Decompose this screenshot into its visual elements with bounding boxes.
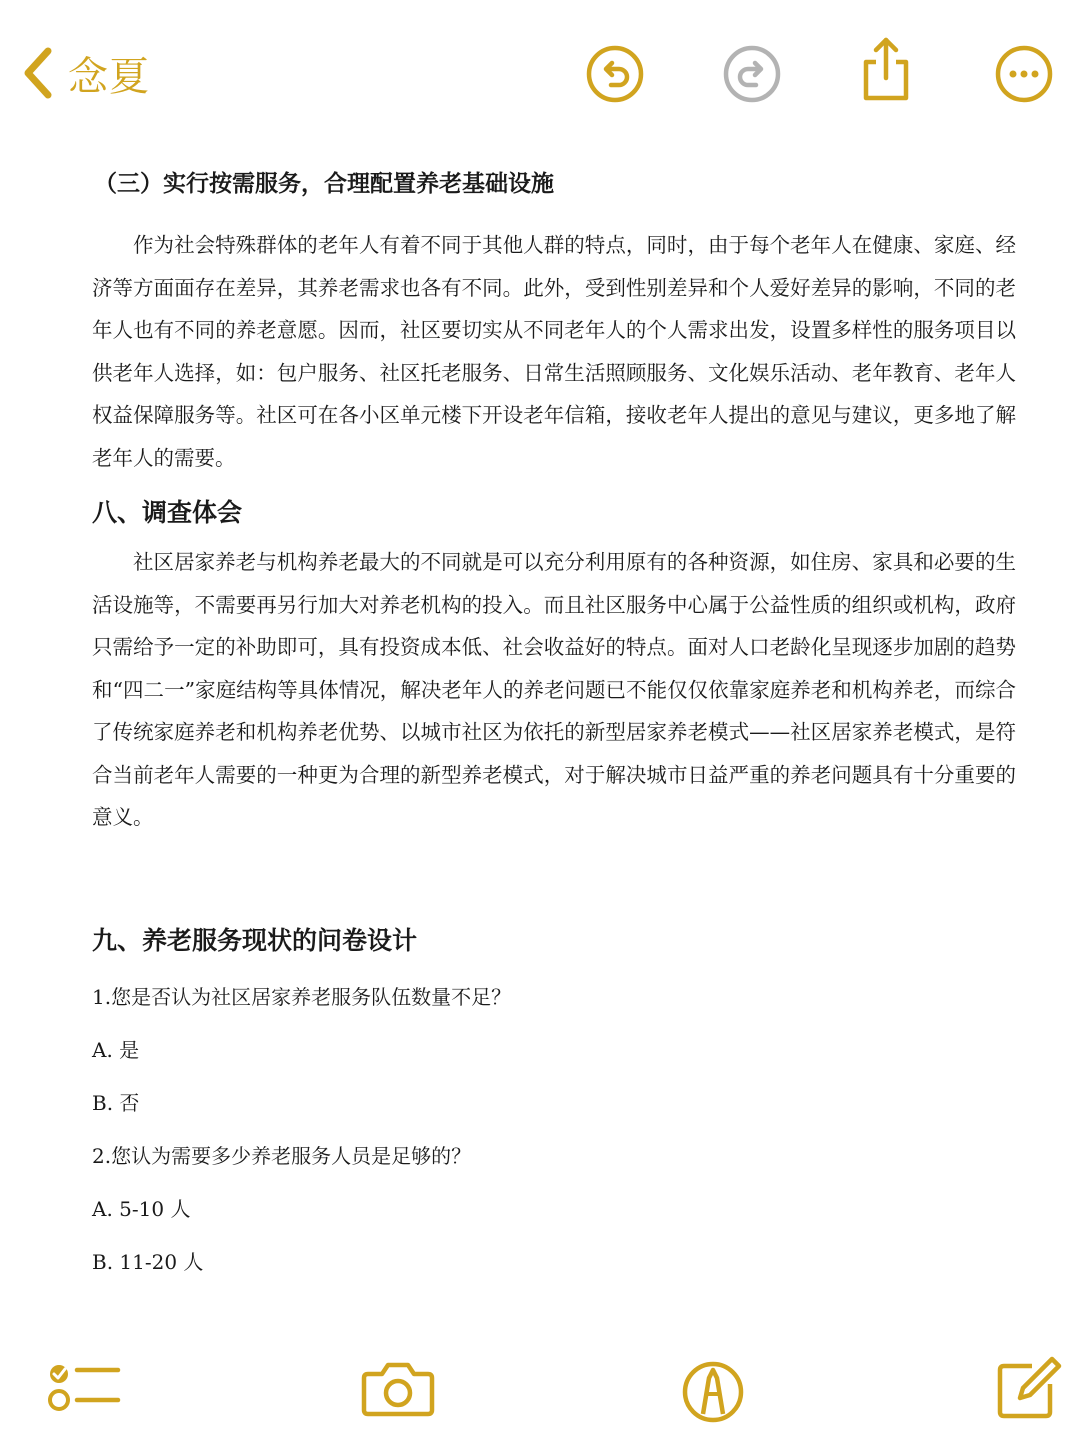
share-button[interactable] bbox=[854, 34, 918, 104]
compose-icon bbox=[990, 1350, 1070, 1430]
question-1: 1.您是否认为社区居家养老服务队伍数量不足？ bbox=[92, 984, 512, 1009]
checklist-button[interactable] bbox=[44, 1350, 124, 1430]
section3-title: （三）实行按需服务，合理配置养老基础设施 bbox=[94, 170, 554, 197]
share-icon bbox=[854, 34, 918, 104]
back-label: 念夏 bbox=[68, 53, 150, 100]
undo-button[interactable] bbox=[583, 42, 647, 106]
section8-paragraph: 社区居家养老与机构养老最大的不同就是可以充分利用原有的各种资源，如住房、家具和必要的生活设施等，不需要再另行加大对养老机构的投入。而且社区服务中心属于公益性质的组织或机构，政府只需给予一定的补助即可，具有投资成本低、社会收益好的特点。面对人口老龄化呈现逐步加剧的趋势和“四二一”家庭结构等具体情况，解决老年人的养老问题已不能仅仅依靠家庭养老和机构养老，而综合了传统家庭养老和机构养老优势、以城市社区为依托的新型居家养老模式——社区居家养老模式，是符合当前老年人需要的一种更为合理的新型养老模式，对于解决城市日益严重的养老问题具有十分重要的意义。 bbox=[92, 550, 1016, 829]
camera-icon bbox=[358, 1350, 438, 1430]
question-1-option-a: A. 是 bbox=[92, 1037, 140, 1062]
question-2-option-b: B. 11-20 人 bbox=[92, 1249, 204, 1274]
markup-button[interactable] bbox=[673, 1350, 753, 1430]
question-2: 2.您认为需要多少养老服务人员是足够的？ bbox=[92, 1143, 472, 1168]
checklist-icon bbox=[44, 1350, 124, 1430]
note-body[interactable] bbox=[92, 150, 1016, 1289]
markup-icon bbox=[673, 1350, 753, 1430]
question-1-option-b: B. 否 bbox=[92, 1090, 140, 1115]
bottom-toolbar bbox=[0, 1340, 1080, 1440]
redo-icon bbox=[720, 42, 784, 106]
top-nav-bar bbox=[0, 0, 1080, 140]
back-button[interactable] bbox=[18, 40, 150, 106]
section3-paragraph: 作为社会特殊群体的老年人有着不同于其他人群的特点，同时，由于每个老年人在健康、家庭、经济等方面面存在差异，其养老需求也各有不同。此外，受到性别差异和个人爱好差异的影响，不同的老年人也有不同的养老意愿。因而，社区要切实从不同老年人的个人需求出发，设置多样性的服务项目以供老年人选择，如：包户服务、社区托老服务、日常生活照顾服务、文化娱乐活动、老年教育、老年人权益保障服务等。社区可在各小区单元楼下开设老年信箱，接收老年人提出的意见与建议，更多地了解老年人的需要。 bbox=[92, 233, 1016, 470]
more-icon bbox=[992, 42, 1056, 106]
camera-button[interactable] bbox=[358, 1350, 438, 1430]
section8-title: 八、调查体会 bbox=[92, 498, 243, 527]
section9-title: 九、养老服务现状的问卷设计 bbox=[92, 925, 418, 955]
question-2-option-a: A. 5-10 人 bbox=[92, 1196, 191, 1221]
more-button[interactable] bbox=[992, 42, 1056, 106]
undo-icon bbox=[583, 42, 647, 106]
redo-button[interactable] bbox=[720, 42, 784, 106]
chevron-left-icon bbox=[18, 43, 58, 103]
compose-button[interactable] bbox=[990, 1350, 1070, 1430]
